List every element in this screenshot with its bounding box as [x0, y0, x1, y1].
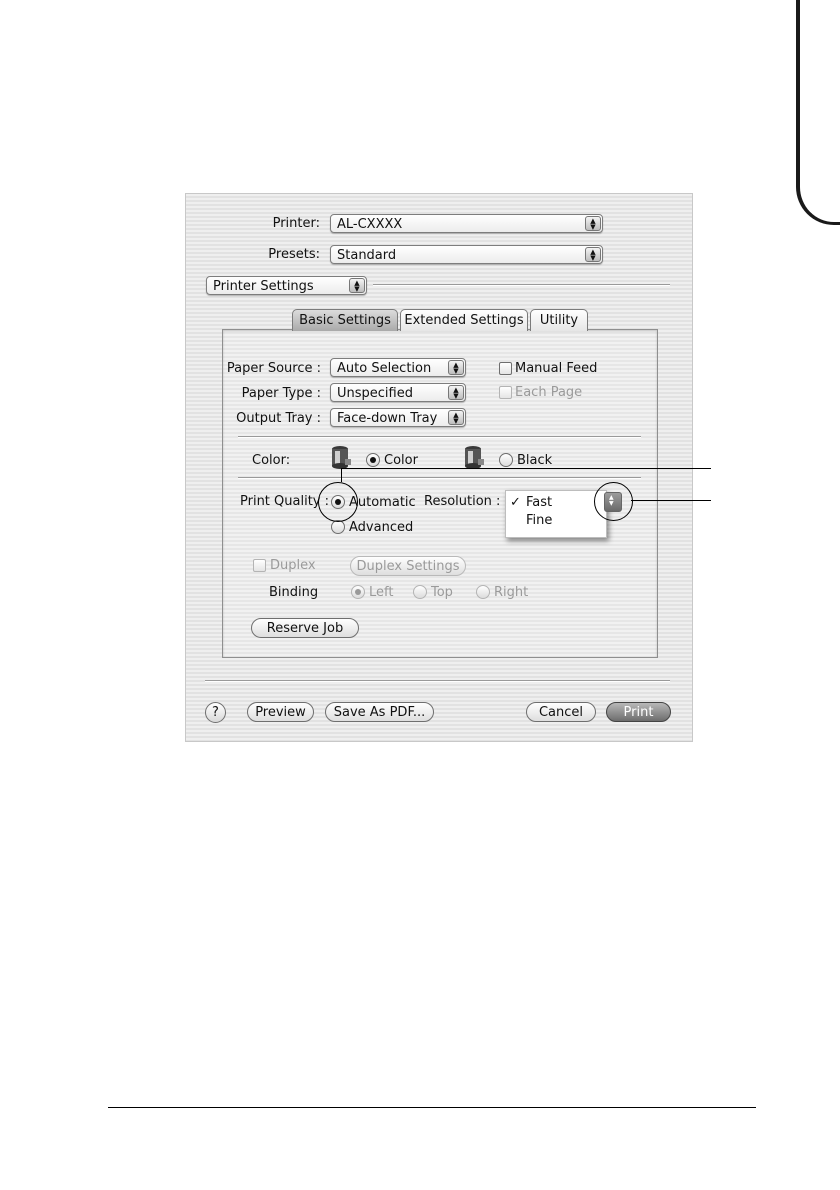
annotation-circle-resolution: [594, 482, 633, 521]
manual-feed-checkbox[interactable]: [499, 362, 512, 375]
resolution-option-fine[interactable]: Fine: [526, 513, 553, 528]
binding-label: Binding: [269, 585, 319, 600]
output-tray-popup[interactable]: [330, 408, 466, 427]
printer-value: AL-CXXXX: [337, 217, 403, 232]
reserve-job-button[interactable]: Reserve Job: [251, 618, 359, 638]
separator: [238, 477, 641, 479]
help-button[interactable]: [205, 702, 226, 723]
advanced-radio[interactable]: [331, 520, 345, 534]
popup-arrows-icon: ▲ ▼: [585, 216, 601, 231]
black-option-label: Black: [517, 453, 553, 468]
binding-top-label: Top: [431, 585, 453, 600]
panel-select-value: Printer Settings: [213, 279, 314, 294]
popup-arrows-icon: ▲ ▼: [349, 278, 365, 293]
resolution-option-fast[interactable]: Fast: [526, 495, 553, 510]
checkmark-icon: ✓: [510, 495, 521, 510]
separator: [238, 436, 641, 438]
page-edge-decoration: [796, 0, 840, 225]
tab-extended-settings[interactable]: Extended Settings: [400, 309, 528, 331]
popup-arrows-icon: ▲ ▼: [448, 385, 464, 400]
presets-label: Presets:: [268, 247, 320, 262]
black-radio[interactable]: [499, 453, 513, 467]
automatic-option-label: Automatic: [349, 495, 416, 510]
paper-source-label: Paper Source :: [226, 361, 321, 376]
save-as-pdf-button[interactable]: Save As PDF...: [325, 702, 434, 722]
color-label: Color:: [252, 453, 291, 468]
tab-basic-settings[interactable]: Basic Settings: [292, 309, 398, 331]
resolution-menu: [505, 490, 607, 538]
separator: [373, 284, 670, 286]
presets-popup[interactable]: [330, 245, 603, 264]
print-button[interactable]: Print: [606, 702, 671, 722]
binding-right-label: Right: [494, 585, 529, 600]
page-footer-rule: [108, 1107, 756, 1108]
duplex-settings-button[interactable]: Duplex Settings: [350, 556, 466, 576]
callout-line-2: [631, 500, 711, 501]
color-ink-icon: [330, 444, 352, 470]
binding-left-radio[interactable]: [351, 585, 365, 599]
tab-utility[interactable]: Utility: [530, 309, 588, 331]
printer-popup[interactable]: [330, 214, 603, 233]
paper-source-popup[interactable]: [330, 358, 466, 377]
popup-arrows-icon: ▲ ▼: [448, 360, 464, 375]
popup-arrows-icon: ▲ ▼: [448, 410, 464, 425]
callout-line-1: [341, 468, 711, 469]
output-tray-label: Output Tray :: [236, 411, 321, 426]
paper-type-popup[interactable]: [330, 383, 466, 402]
binding-right-radio[interactable]: [476, 585, 490, 599]
duplex-label: Duplex: [270, 558, 316, 573]
manual-feed-label: Manual Feed: [515, 361, 598, 376]
popup-arrows-icon: ▲ ▼: [585, 247, 601, 262]
printer-label: Printer:: [272, 216, 320, 231]
separator: [205, 680, 670, 682]
presets-value: Standard: [337, 248, 397, 263]
advanced-option-label: Advanced: [349, 520, 414, 535]
each-page-checkbox[interactable]: [499, 386, 512, 399]
annotation-circle-automatic: [318, 482, 358, 522]
panel-select-popup[interactable]: [206, 276, 367, 295]
cancel-button[interactable]: Cancel: [526, 702, 596, 722]
popup-arrows-icon: ▲ ▼: [609, 494, 614, 507]
binding-top-radio[interactable]: [413, 585, 427, 599]
callout-connector: [341, 468, 342, 482]
resolution-label: Resolution :: [424, 494, 501, 509]
color-radio[interactable]: [366, 453, 380, 467]
black-ink-icon: [463, 444, 485, 470]
color-option-label: Color: [384, 453, 418, 468]
duplex-checkbox[interactable]: [253, 559, 266, 572]
output-tray-value: Face-down Tray: [337, 411, 438, 426]
print-quality-label: Print Quality :: [240, 494, 330, 509]
each-page-label: Each Page: [515, 385, 583, 400]
binding-left-label: Left: [369, 585, 394, 600]
paper-type-label: Paper Type :: [241, 386, 321, 401]
help-icon: ?: [212, 705, 219, 720]
preview-button[interactable]: Preview: [247, 702, 314, 722]
paper-type-value: Unspecified: [337, 386, 413, 401]
paper-source-value: Auto Selection: [337, 361, 432, 376]
